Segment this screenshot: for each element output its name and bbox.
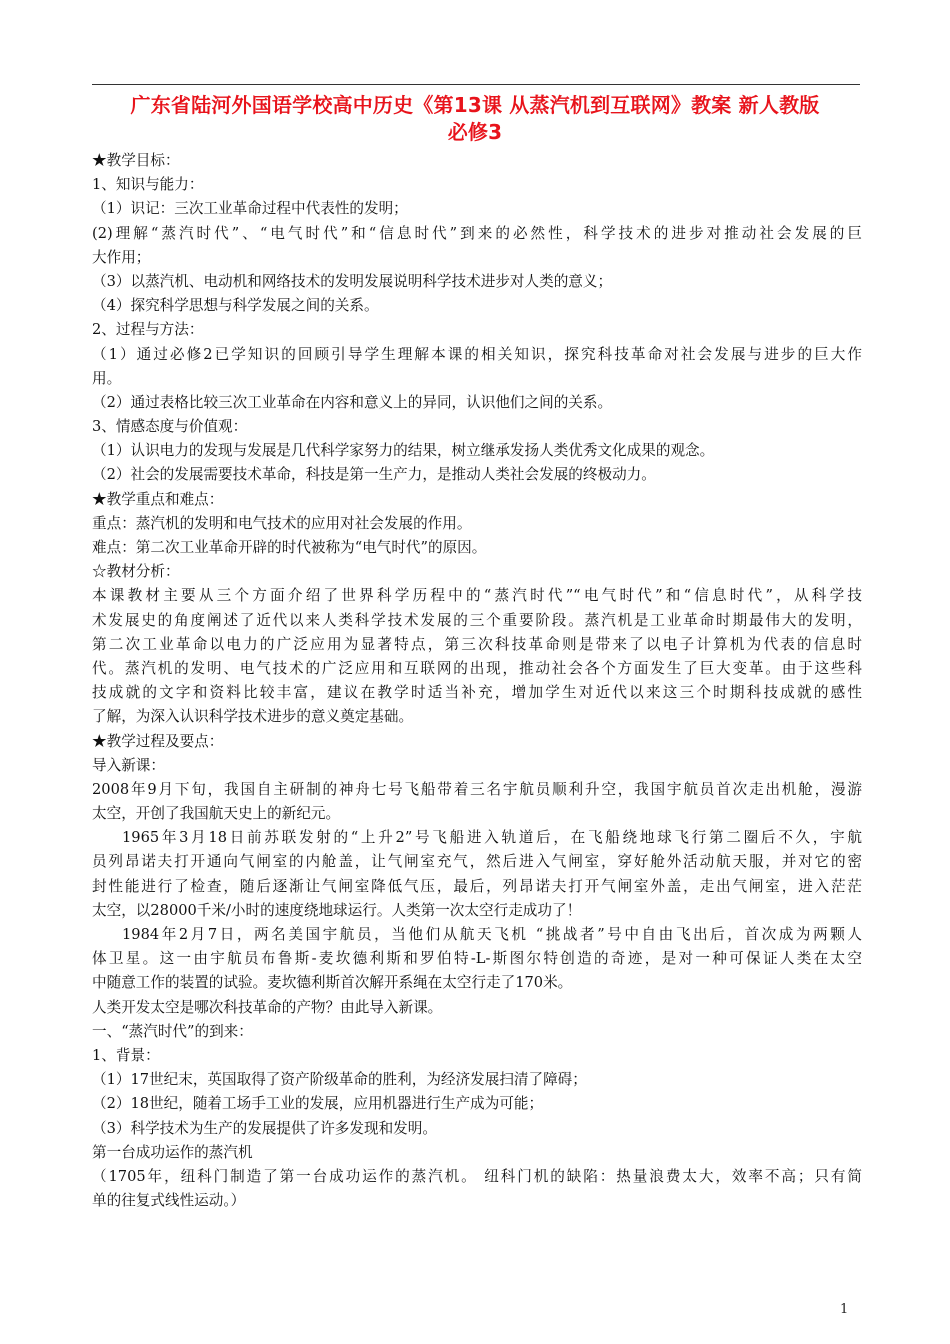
text-line: 第一台成功运作的蒸汽机 <box>92 1143 253 1161</box>
text-line: （4）探究科学思想与科学发展之间的关系。 <box>92 297 379 315</box>
text-line: 术发展史的角度阐述了近代以来人类科学技术发展的三个重要阶段。蒸汽机是工业革命时期最伟大的发明， <box>92 611 862 629</box>
text-line: 太空，开创了我国航天史上的新纪元。 <box>92 805 341 823</box>
text-line: 体卫星。这一由宇航员布鲁斯-麦坎德利斯和罗伯特-L-斯图尔特创造的奇迹，是对一种可保证人类在太空 <box>92 950 862 968</box>
title-line-1: 广东省陆河外国语学校高中历史《第13课 从蒸汽机到互联网》教案 新人教版 <box>130 93 820 117</box>
text-line: 用。 <box>92 369 122 387</box>
text-line: ★教学过程及要点： <box>92 732 224 750</box>
text-line: （1705年，纽科门制造了第一台成功运作的蒸汽机。 纽科门机的缺陷：热量浪费太大，效率不高；只有简 <box>92 1167 862 1185</box>
text-line: 封性能进行了检查，随后逐渐让气闸室降低气压，最后，列昂诺夫打开气闸室外盖，走出气闸室，进入茫茫 <box>92 877 862 895</box>
text-line: 员列昂诺夫打开通向气闸室的内舱盖，让气闸室充气，然后进入气闸室，穿好舱外活动航天服，并对它的密 <box>92 853 862 871</box>
text-line: 大作用； <box>92 248 151 266</box>
text-line: （2）18世纪，随着工场手工业的发展，应用机器进行生产成为可能； <box>92 1095 544 1113</box>
text-line: 技成就的文字和资料比较丰富，建议在教学时适当补充，增加学生对近代以来这三个时期科技成就的感性 <box>92 684 862 702</box>
text-line: 1、背景： <box>92 1046 160 1064</box>
document-body <box>92 149 862 1213</box>
text-line: （1）17世纪末，英国取得了资产阶级革命的胜利，为经济发展扫清了障碍； <box>92 1071 587 1089</box>
text-line: （2）社会的发展需要技术革命，科技是第一生产力，是推动人类社会发展的终极动力。 <box>92 466 656 484</box>
text-line: 1965年3月18日前苏联发射的“上升2”号飞船进入轨道后，在飞船绕地球飞行第二圈后不久，宇航 <box>122 829 862 847</box>
text-line: 单的往复式线性运动。） <box>92 1192 246 1210</box>
text-line: 一、“蒸汽时代”的到来： <box>92 1022 253 1040</box>
text-line: (2)理解“蒸汽时代”、“电气时代”和“信息时代”到来的必然性，科学技术的进步对推动社会发展的巨 <box>92 224 862 242</box>
text-line: 第二次工业革命以电力的广泛应用为显著特点，第三次科技革命则是带来了以电子计算机为代表的信息时 <box>92 635 862 653</box>
text-line: 本课教材主要从三个方面介绍了世界科学历程中的“蒸汽时代”“电气时代”和“信息时代”，从科学技 <box>92 587 862 605</box>
title-line-2: 必修3 <box>447 120 503 144</box>
text-line: （2）通过表格比较三次工业革命在内容和意义上的异同，认识他们之间的关系。 <box>92 393 613 411</box>
text-line: 代。蒸汽机的发明、电气技术的广泛应用和互联网的出现，推动社会各个方面发生了巨大变革。由于这些科 <box>92 659 862 677</box>
text-line: 重点：蒸汽机的发明和电气技术的应用对社会发展的作用。 <box>92 514 472 532</box>
text-line: （3）科学技术为生产的发展提供了许多发现和发明。 <box>92 1119 437 1137</box>
text-line: 太空，以28000千米/小时的速度绕地球运行。人类第一次太空行走成功了！ <box>92 901 582 919</box>
text-line: 了解，为深入认识科学技术进步的意义奠定基础。 <box>92 708 414 726</box>
text-line: ★教学重点和难点： <box>92 490 224 508</box>
text-line: 难点：第二次工业革命开辟的时代被称为“电气时代”的原因。 <box>92 539 487 556</box>
text-line: 人类开发太空是哪次科技革命的产物？由此导入新课。 <box>92 998 443 1016</box>
text-line: 导入新课： <box>92 756 165 774</box>
text-line: 3、情感态度与价值观： <box>92 418 248 436</box>
text-line: ☆教材分析： <box>92 563 180 581</box>
text-line: （1）通过必修2已学知识的回顾引导学生理解本课的相关知识，探究科技革命对社会发展与进步的巨大作 <box>92 345 862 363</box>
text-line: ★教学目标： <box>92 152 180 169</box>
text-line: （1）识记：三次工业革命过程中代表性的发明； <box>92 200 408 218</box>
document-title <box>84 92 866 146</box>
text-line: 2、过程与方法： <box>92 321 204 339</box>
page-number: 1 <box>840 1302 849 1317</box>
header-rule <box>92 84 860 85</box>
text-line: 1、知识与能力： <box>92 176 204 194</box>
text-line: （3）以蒸汽机、电动机和网络技术的发明发展说明科学技术进步对人类的意义； <box>92 272 613 290</box>
text-line: 中随意工作的装置的试验。麦坎德利斯首次解开系绳在太空行走了170米。 <box>92 974 573 992</box>
text-line: 2008年9月下旬，我国自主研制的神舟七号飞船带着三名宇航员顺利升空，我国宇航员首次走出机舱，漫游 <box>92 780 862 798</box>
text-line: （1）认识电力的发现与发展是几代科学家努力的结果，树立继承发扬人类优秀文化成果的观念。 <box>92 442 715 460</box>
text-line: 1984年2月7日，两名美国宇航员，当他们从航天飞机 “挑战者”号中自由飞出后，首次成为两颗人 <box>122 926 862 943</box>
